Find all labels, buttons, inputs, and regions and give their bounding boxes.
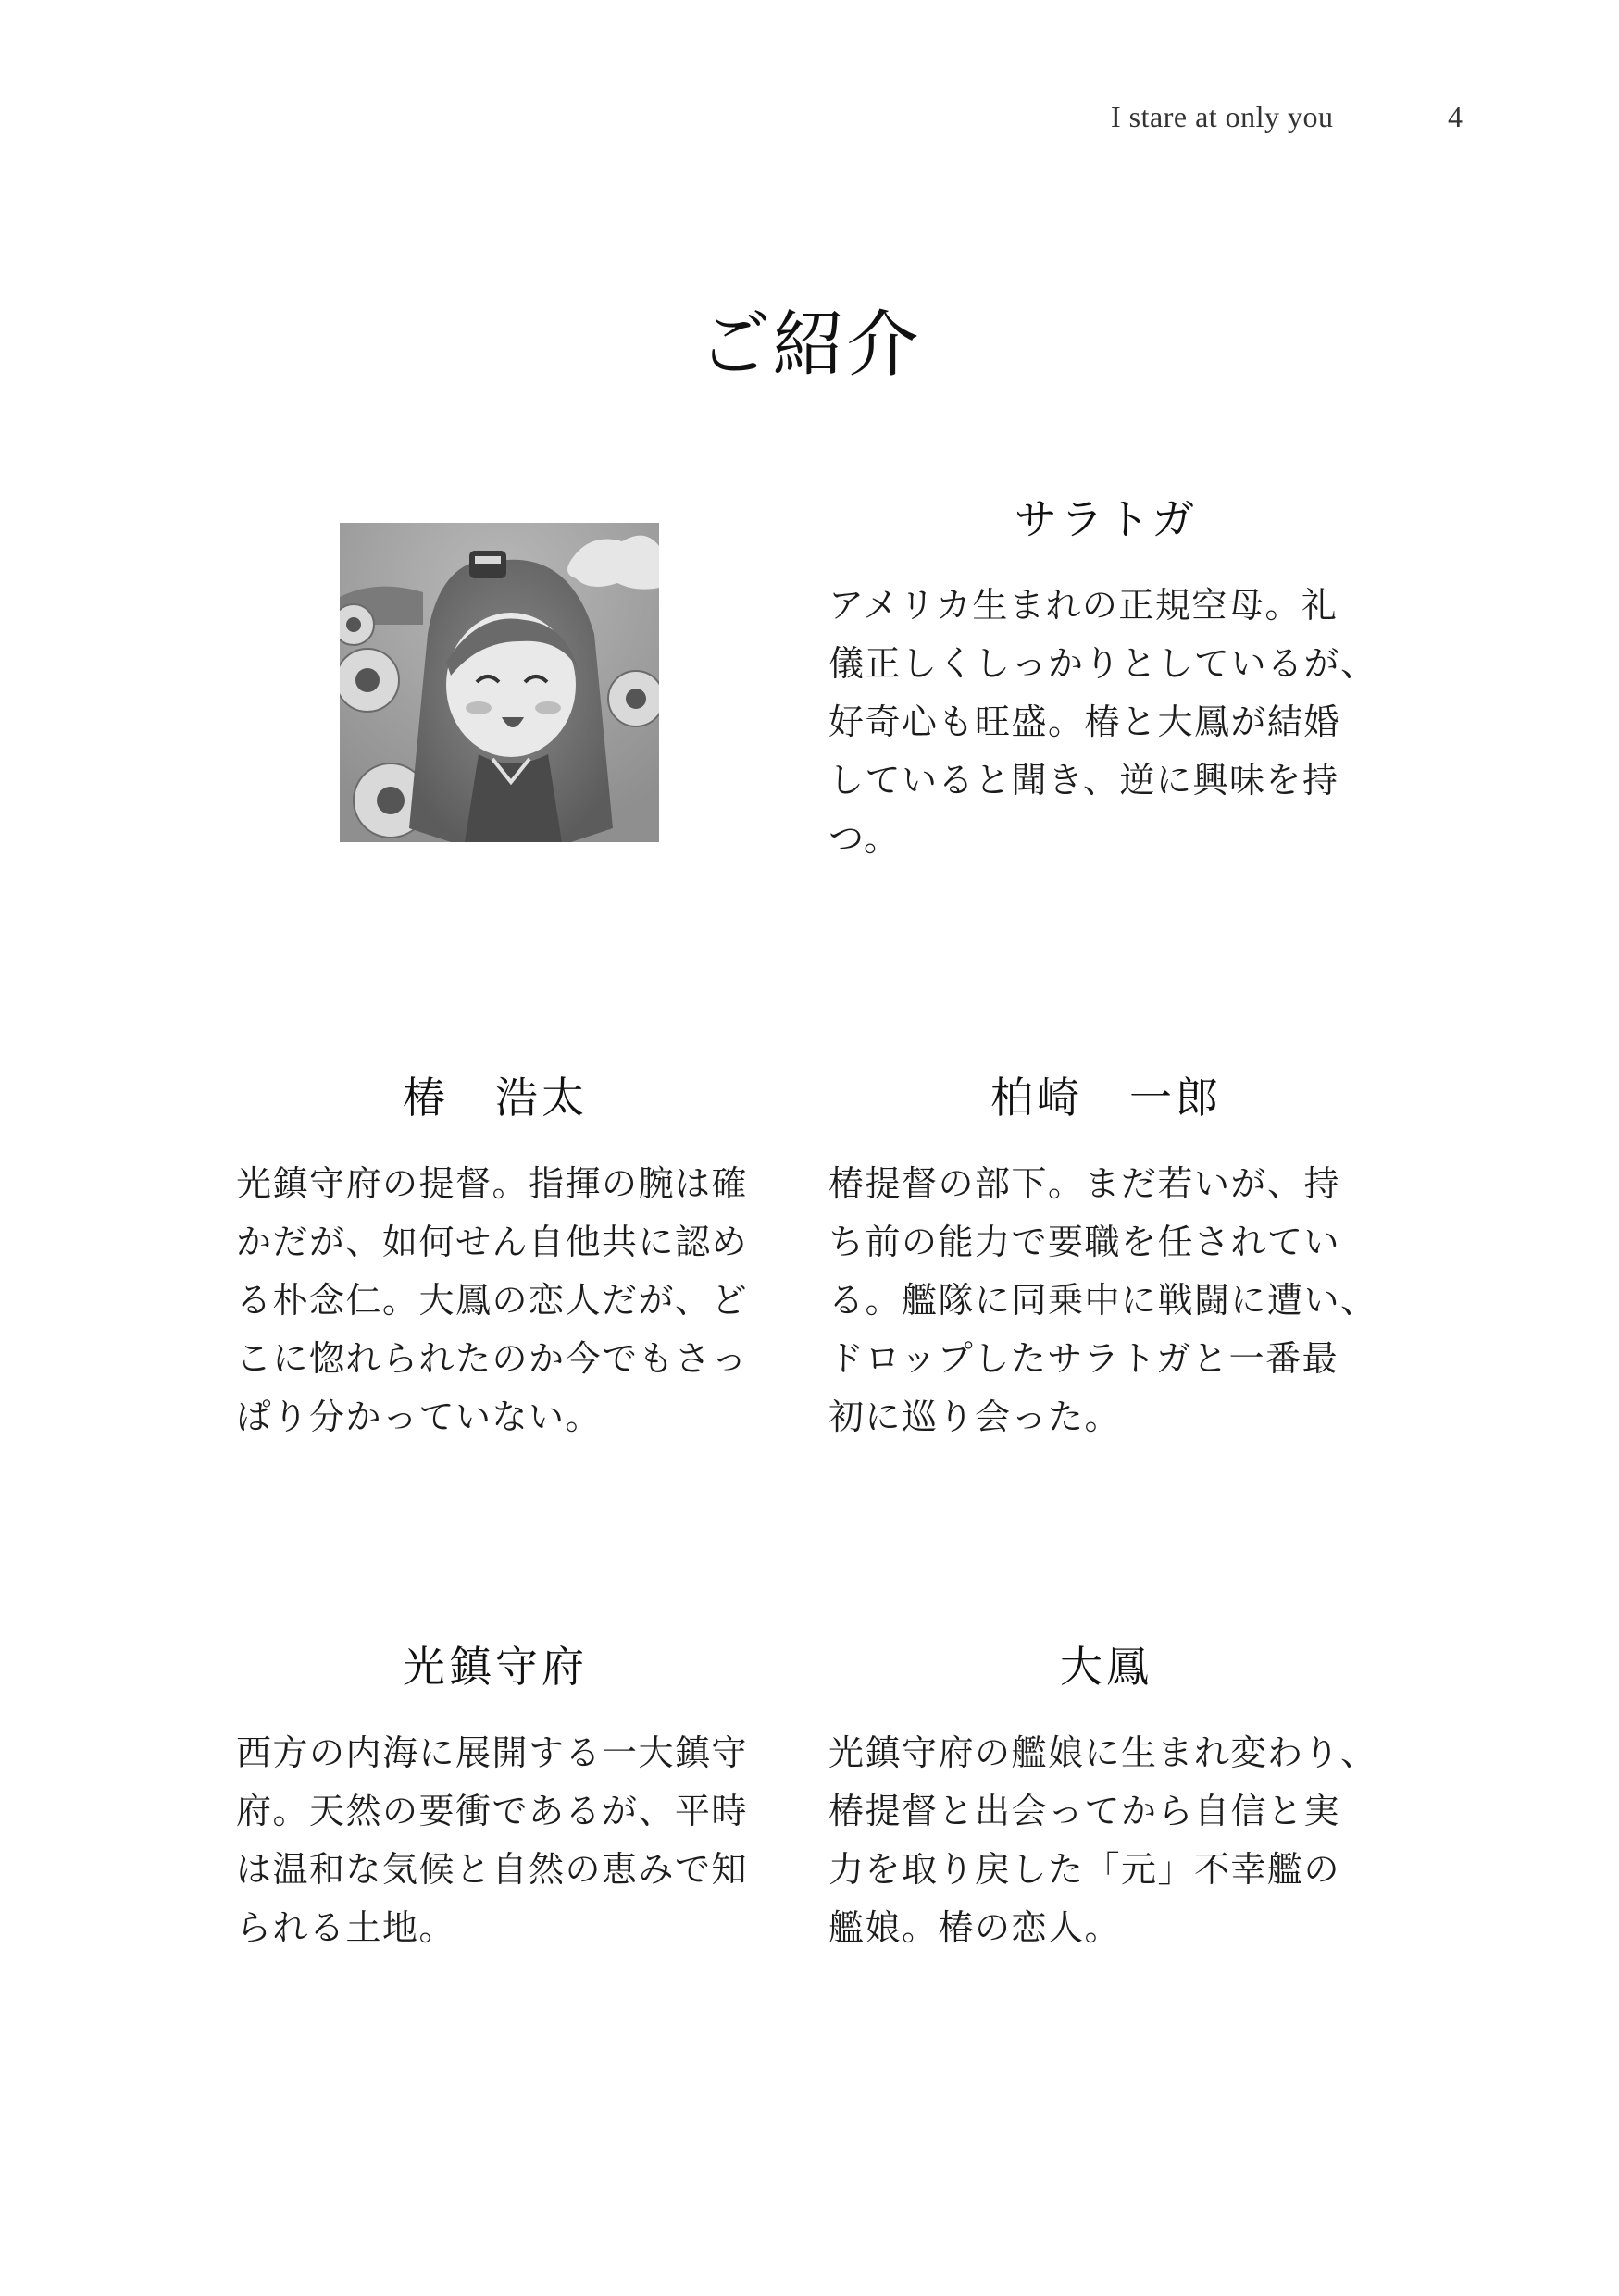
character-name: 柏崎 一郎: [990, 1073, 1222, 1123]
page-title: ご紹介: [698, 304, 921, 387]
page-number: 4: [1448, 100, 1463, 133]
description-line: 西方の内海に展開する一大鎮守: [236, 1732, 749, 1773]
character-entry-tsubaki: [236, 1064, 754, 1446]
character-description: [236, 1155, 754, 1446]
saratoga-portrait-image: [340, 523, 659, 842]
description-line: る朴念仁。大鳳の恋人だが、ど: [236, 1280, 749, 1321]
character-entry-base: [236, 1633, 754, 1957]
portrait-illustration: [340, 523, 659, 842]
description-line: こに惚れられたのか今でもさっ: [236, 1338, 749, 1379]
description-line: 椿提督の部下。まだ若いが、持: [828, 1163, 1341, 1204]
character-entry-saratoga: [828, 486, 1384, 868]
character-description: [236, 1724, 754, 1957]
description-line: 好奇心も旺盛。椿と大鳳が結婚: [828, 701, 1341, 742]
description-line: ドロップしたサラトガと一番最: [828, 1338, 1339, 1379]
description-line: かだが、如何せん自他共に認め: [236, 1222, 749, 1262]
character-name: 椿 浩太: [403, 1073, 588, 1123]
character-description: [828, 1155, 1384, 1446]
running-header: [1111, 100, 1463, 146]
character-name: 大鳳: [1060, 1642, 1152, 1692]
character-entry-kashiwazaki: [828, 1064, 1384, 1446]
description-line: 光鎮守府の艦娘に生まれ変わり、: [828, 1732, 1377, 1773]
description-line: 椿提督と出会ってから自信と実: [828, 1791, 1341, 1831]
book-title: I stare at only you: [1111, 100, 1334, 133]
description-line: 艦娘。椿の恋人。: [828, 1907, 1122, 1948]
description-line: 儀正しくしっかりとしているが、: [828, 643, 1377, 684]
description-line: アメリカ生まれの正規空母。礼: [828, 585, 1339, 626]
description-line: つ。: [828, 818, 901, 859]
description-line: していると聞き、逆に興味を持: [828, 760, 1339, 800]
description-line: る。艦隊に同乗中に戦闘に遭い、: [828, 1280, 1377, 1321]
description-line: 光鎮守府の提督。指揮の腕は確: [236, 1163, 749, 1204]
description-line: ち前の能力で要職を任されてい: [828, 1222, 1341, 1262]
description-line: は温和な気候と自然の恵みで知: [236, 1849, 749, 1890]
description-line: られる土地。: [236, 1907, 456, 1948]
character-entry-taiho: [828, 1633, 1384, 1957]
character-name: 光鎮守府: [403, 1642, 588, 1692]
description-line: 初に巡り会った。: [828, 1396, 1122, 1437]
character-name: サラトガ: [1014, 494, 1199, 544]
description-line: ぱり分かっていない。: [236, 1396, 603, 1437]
description-line: 府。天然の要衝であるが、平時: [236, 1791, 749, 1831]
description-line: 力を取り戻した「元」不幸艦の: [828, 1849, 1341, 1890]
character-description: [828, 1724, 1384, 1957]
character-description: [828, 577, 1384, 868]
